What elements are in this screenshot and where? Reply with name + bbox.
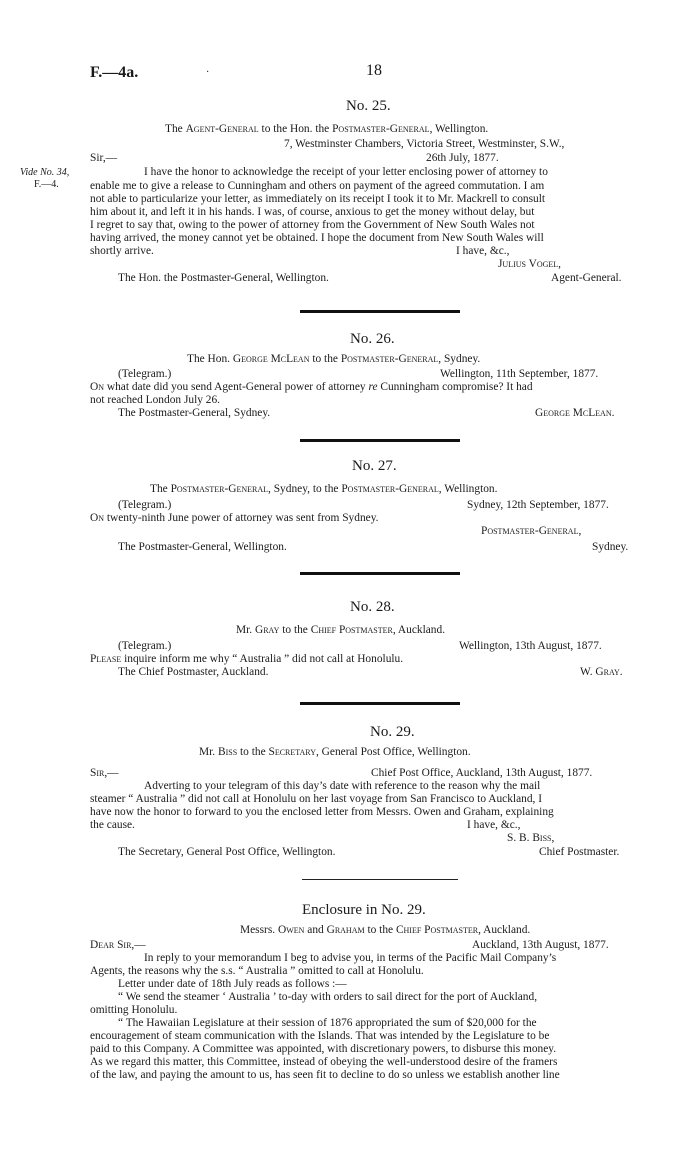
section-28-heading: Mr. Gray to the Chief Postmaster, Auckland. bbox=[236, 624, 446, 636]
section-26-dateline: Wellington, 11th September, 1877. bbox=[440, 368, 599, 380]
section-26-addressee: The Postmaster-General, Sydney. bbox=[118, 407, 271, 419]
header-mark: · bbox=[206, 67, 210, 78]
section-29-heading: Mr. Biss to the Secretary, General Post Office, Wellington. bbox=[199, 746, 471, 758]
section-29-salutation: Sir,— bbox=[90, 767, 119, 779]
section-29-line-2: steamer “ Australia ” did not call at Honolulu on her last voyage from San Francisco to Auckland, I bbox=[90, 793, 543, 805]
section-25-addressee: The Hon. the Postmaster-General, Wellington. bbox=[118, 272, 329, 284]
section-divider bbox=[302, 879, 458, 880]
section-27-signature: Postmaster-General, bbox=[481, 525, 582, 537]
section-25-line-5: I regret to say that, owing to the power of attorney from the Government of New South Wales not bbox=[90, 219, 535, 231]
section-number-26: No. 26. bbox=[350, 331, 395, 347]
section-25-line-3: not able to particularize your letter, as immediately on its receipt I took it to Mr. Mackrell to consult bbox=[90, 193, 546, 205]
section-29-line-4: the cause. bbox=[90, 819, 135, 831]
section-27-signature-place: Sydney. bbox=[592, 541, 629, 553]
section-number-28: No. 28. bbox=[350, 599, 395, 615]
section-divider bbox=[300, 310, 460, 313]
section-26-telegram-label: (Telegram.) bbox=[118, 368, 172, 380]
section-25-line-7: shortly arrive. bbox=[90, 245, 154, 257]
section-29-signature: S. B. Biss, bbox=[507, 832, 555, 844]
section-divider bbox=[300, 439, 460, 442]
enclosure-line-7: encouragement of steam communication with the Islands. That was intended by the Legislature to be bbox=[90, 1030, 550, 1042]
document-code: F.—4a. bbox=[90, 64, 139, 81]
section-28-line-1: Please inquire inform me why “ Australia ” did not call at Honolulu. bbox=[90, 653, 404, 665]
section-29-addressee: The Secretary, General Post Office, Wellington. bbox=[118, 846, 336, 858]
section-25-title: Agent-General. bbox=[551, 272, 622, 284]
enclosure-salutation: Dear Sir,— bbox=[90, 939, 146, 951]
enclosure-title: Enclosure in No. 29. bbox=[302, 902, 426, 918]
section-25-salutation: Sir,— bbox=[90, 152, 118, 164]
section-29-line-1: Adverting to your telegram of this day’s date with reference to the reason why the mail bbox=[144, 780, 541, 792]
section-28-telegram-label: (Telegram.) bbox=[118, 640, 172, 652]
enclosure-line-4: “ We send the steamer ‘ Australia ’ to-day with orders to sail direct for the port of Auckland, bbox=[118, 991, 538, 1003]
section-27-heading: The Postmaster-General, Sydney, to the Postmaster-General, Wellington. bbox=[150, 483, 498, 495]
section-28-dateline: Wellington, 13th August, 1877. bbox=[459, 640, 602, 652]
section-25-line-4: him about it, and left it in his hands. I was, of course, anxious to get the money without delay, but bbox=[90, 206, 535, 218]
section-29-title: Chief Postmaster. bbox=[539, 846, 620, 858]
enclosure-heading: Messrs. Owen and Graham to the Chief Postmaster, Auckland. bbox=[240, 924, 531, 936]
section-28-addressee: The Chief Postmaster, Auckland. bbox=[118, 666, 269, 678]
enclosure-line-8: paid to this Company. A Committee was appointed, with discretionary powers, to disburse this money. bbox=[90, 1043, 557, 1055]
enclosure-dateline: Auckland, 13th August, 1877. bbox=[472, 939, 609, 951]
section-divider bbox=[300, 572, 460, 575]
enclosure-line-2: Agents, the reasons why the s.s. “ Australia ” omitted to call at Honolulu. bbox=[90, 965, 424, 977]
enclosure-line-6: “ The Hawaiian Legislature at their session of 1876 appropriated the sum of $20,000 for the bbox=[118, 1017, 537, 1029]
section-26-line-1: On what date did you send Agent-General power of attorney re Cunningham compromise? It had bbox=[90, 381, 533, 393]
enclosure-line-1: In reply to your memorandum I beg to advise you, in terms of the Pacific Mail Company’s bbox=[144, 952, 557, 964]
section-26-heading: The Hon. George McLean to the Postmaster-General, Sydney. bbox=[187, 353, 481, 365]
section-27-telegram-label: (Telegram.) bbox=[118, 499, 172, 511]
section-29-line-3: have now the honor to forward to you the enclosed letter from Messrs. Owen and Graham, explaining bbox=[90, 806, 554, 818]
section-divider bbox=[300, 702, 460, 705]
section-number-29: No. 29. bbox=[370, 724, 415, 740]
section-25-address: 7, Westminster Chambers, Victoria Street, Westminster, S.W., bbox=[284, 138, 565, 150]
section-27-dateline: Sydney, 12th September, 1877. bbox=[467, 499, 609, 511]
section-number-25: No. 25. bbox=[346, 98, 391, 114]
section-29-dateline: Chief Post Office, Auckland, 13th August, 1877. bbox=[371, 767, 593, 779]
enclosure-line-9: As we regard this matter, this Committee, instead of obeying the well-understood desire of the framers bbox=[90, 1056, 558, 1068]
enclosure-line-3: Letter under date of 18th July reads as follows :— bbox=[118, 978, 347, 990]
section-number-27: No. 27. bbox=[352, 458, 397, 474]
enclosure-line-10: of the law, and paying the amount to us, has seen fit to decline to do so unless we establish another line bbox=[90, 1069, 560, 1081]
section-25-line-6: having arrived, the money cannot yet be obtained. I hope the document from New South Wales will bbox=[90, 232, 544, 244]
section-27-line-1: On twenty-ninth June power of attorney was sent from Sydney. bbox=[90, 512, 379, 524]
section-25-line-1: I have the honor to acknowledge the receipt of your letter enclosing power of attorney to bbox=[144, 166, 548, 178]
section-26-line-2: not reached London July 26. bbox=[90, 394, 221, 406]
section-25-closing: I have, &c., bbox=[456, 245, 510, 257]
section-25-heading: The Agent-General to the Hon. the Postmaster-General, Wellington. bbox=[165, 123, 489, 135]
margin-note: Vide No. 34, bbox=[20, 167, 70, 178]
section-26-signature: George McLean. bbox=[535, 407, 615, 419]
section-25-signature: Julius Vogel, bbox=[498, 258, 562, 270]
section-27-addressee: The Postmaster-General, Wellington. bbox=[118, 541, 287, 553]
section-29-closing: I have, &c., bbox=[467, 819, 521, 831]
margin-note-ref: F.—4. bbox=[34, 179, 59, 190]
page-number: 18 bbox=[366, 62, 382, 79]
enclosure-line-5: omitting Honolulu. bbox=[90, 1004, 178, 1016]
section-28-signature: W. Gray. bbox=[580, 666, 623, 678]
section-25-date: 26th July, 1877. bbox=[426, 152, 499, 164]
section-25-line-2: enable me to give a release to Cunningham and others on payment of the agreed commutation. I am bbox=[90, 180, 545, 192]
